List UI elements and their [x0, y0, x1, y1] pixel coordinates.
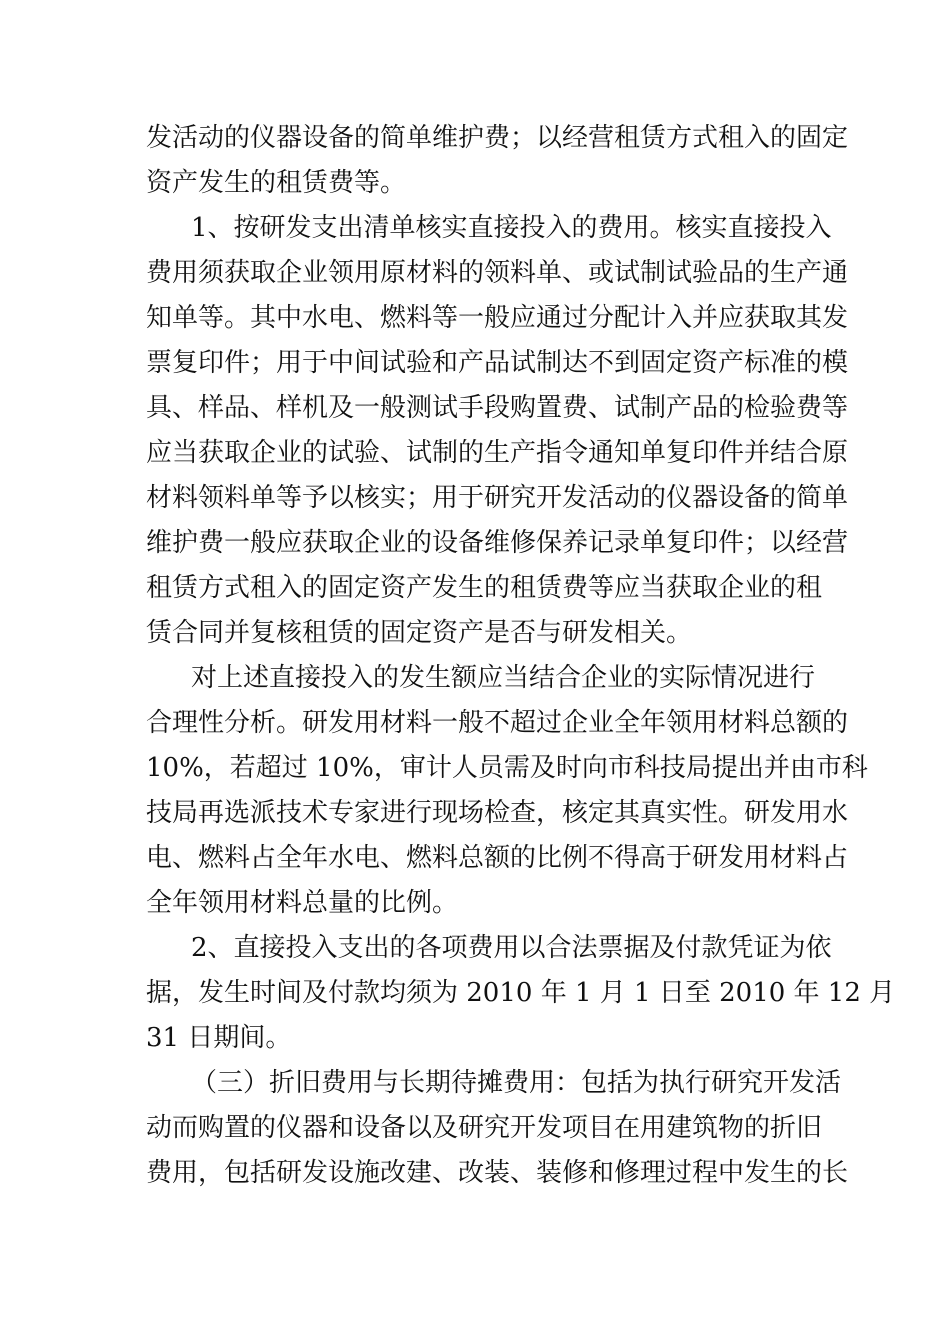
- text-line: 租赁方式租入的固定资产发生的租赁费等应当获取企业的租: [146, 573, 823, 603]
- text-line: 知单等。其中水电、燃料等一般应通过分配计入并应获取其发: [146, 303, 849, 333]
- text-line: 动而购置的仪器和设备以及研究开发项目在用建筑物的折旧: [146, 1113, 823, 1143]
- text-line: 材料领料单等予以核实；用于研究开发活动的仪器设备的简单: [146, 483, 849, 513]
- text-line: 具、样品、样机及一般测试手段购置费、试制产品的检验费等: [146, 393, 849, 423]
- text-line: 票复印件；用于中间试验和产品试制达不到固定资产标准的模: [146, 348, 849, 378]
- text-line: 对上述直接投入的发生额应当结合企业的实际情况进行: [191, 663, 816, 693]
- text-line: 赁合同并复核租赁的固定资产是否与研发相关。: [146, 618, 693, 648]
- text-line: 技局再选派技术专家进行现场检查，核定其真实性。研发用水: [146, 798, 849, 828]
- text-line: 维护费一般应获取企业的设备维修保养记录单复印件；以经营: [146, 528, 849, 558]
- text-line: 电、燃料占全年水电、燃料总额的比例不得高于研发用材料占: [146, 843, 849, 873]
- text-line: 发活动的仪器设备的简单维护费；以经营租赁方式租入的固定: [146, 123, 849, 153]
- text-line: 31 日期间。: [146, 1023, 292, 1053]
- text-line: 合理性分析。研发用材料一般不超过企业全年领用材料总额的: [146, 708, 849, 738]
- text-line: 应当获取企业的试验、试制的生产指令通知单复印件并结合原: [146, 438, 849, 468]
- text-line: 2、直接投入支出的各项费用以合法票据及付款凭证为依: [191, 933, 832, 963]
- text-line: 1、按研发支出清单核实直接投入的费用。核实直接投入: [191, 213, 832, 243]
- text-line: 费用须获取企业领用原材料的领料单、或试制试验品的生产通: [146, 258, 849, 288]
- text-line: 费用，包括研发设施改建、改装、装修和修理过程中发生的长: [146, 1158, 849, 1188]
- text-line: 据，发生时间及付款均须为 2010 年 1 月 1 日至 2010 年 12 月: [146, 978, 896, 1008]
- text-line: 全年领用材料总量的比例。: [146, 888, 459, 918]
- text-line: （三）折旧费用与长期待摊费用：包括为执行研究开发活: [191, 1068, 842, 1098]
- text-line: 10%，若超过 10%，审计人员需及时向市科技局提出并由市科: [146, 753, 868, 783]
- text-line: 资产发生的租赁费等。: [146, 168, 407, 198]
